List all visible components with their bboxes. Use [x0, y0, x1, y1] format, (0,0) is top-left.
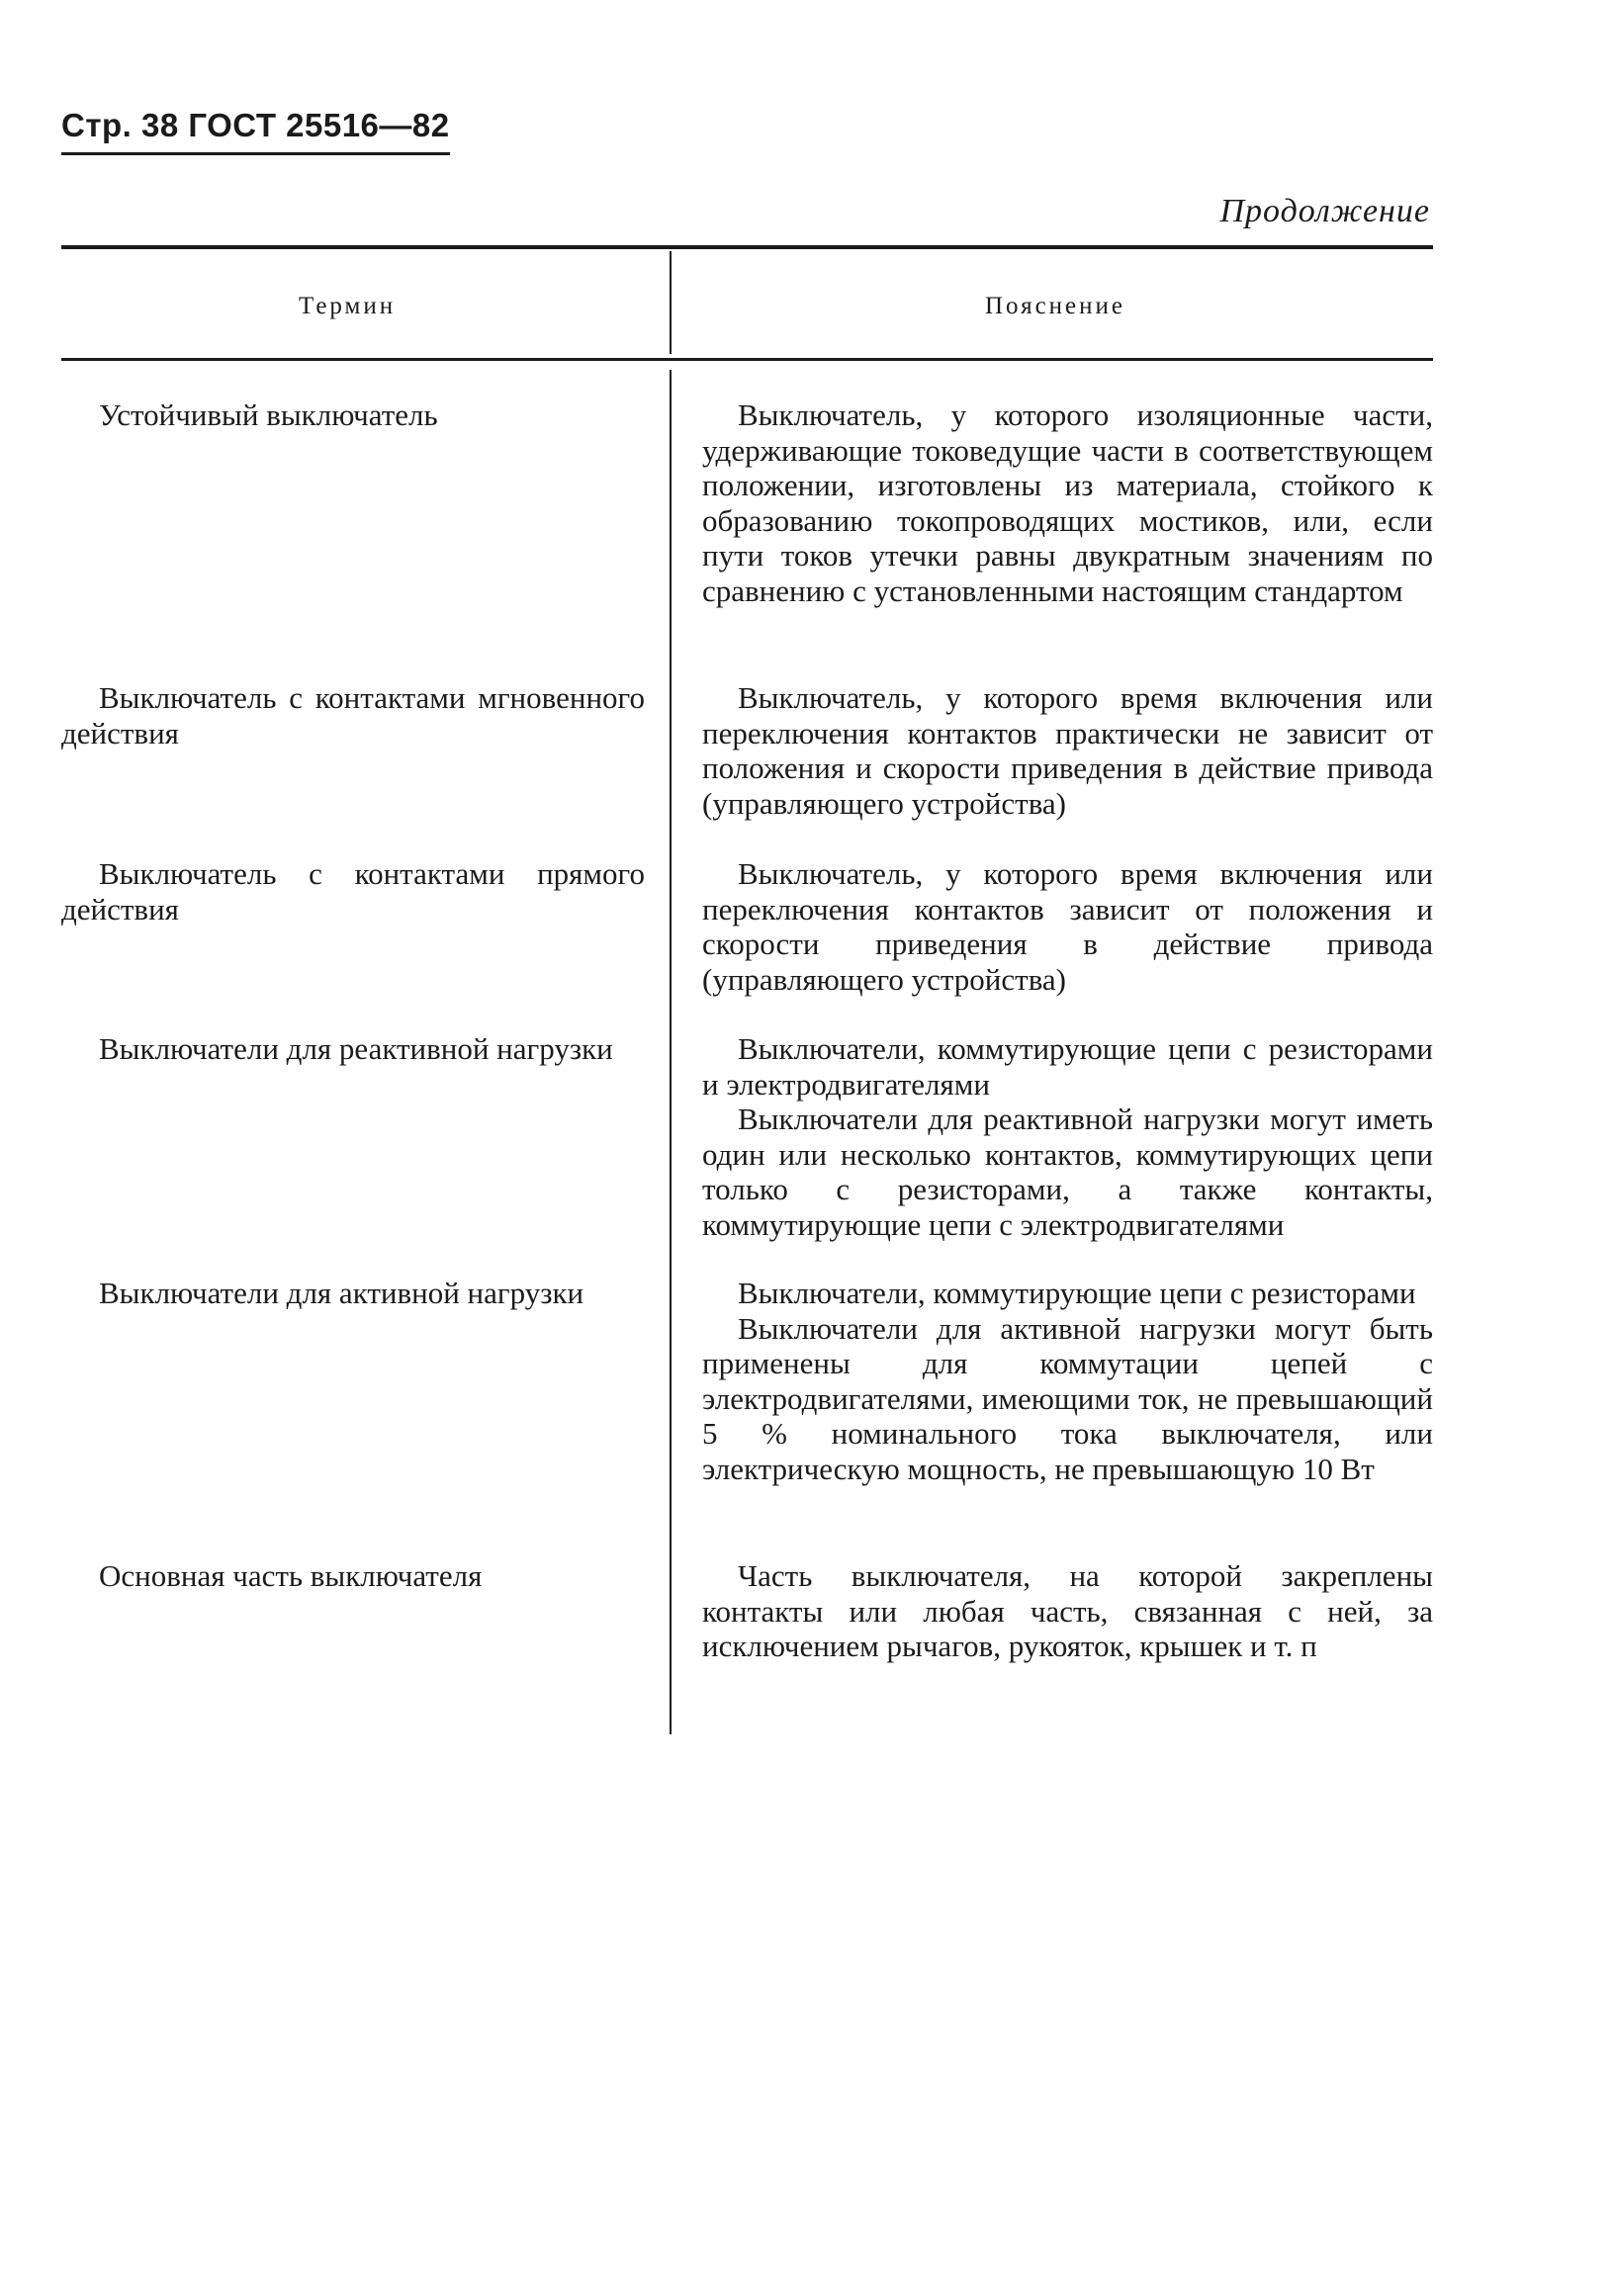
term-cell: Основная часть выключателя: [99, 1558, 483, 1593]
column-header-term: Термин: [299, 293, 397, 319]
explanation-paragraph: Выключатель, у которого время включения или переключения контактов зависит от положения и скорости приведения в действие привода (управляющего устройства): [702, 856, 1433, 997]
explanation-paragraph: Выключатели, коммутирующие цепи с резисторами: [738, 1276, 1416, 1310]
explanation-paragraph: Выключатели, коммутирующие цепи с резисторами и электродвигателями: [702, 1031, 1433, 1102]
explanation-paragraph: Выключатель, у которого время включения или переключения контактов практически не зависит от положения и скорости приведения в действие привода (управляющего устройства): [702, 680, 1433, 821]
page-header: Стр. 38 ГОСТ 25516—82: [61, 107, 450, 155]
explanation-paragraph: Часть выключателя, на которой закреплены контакты или любая часть, связанная с ней, за исключением рычагов, рукояток, крышек и т. п: [702, 1558, 1433, 1664]
term-cell: Выключатель с контактами мгновенного действия: [61, 680, 645, 751]
explanation-cell: [702, 856, 1433, 997]
term-cell: Выключатели для активной нагрузки: [99, 1276, 584, 1310]
explanation-paragraph: Выключатели для реактивной нагрузки могут иметь один или несколько контактов, коммутирующих цепи только с резисторами, а также контакты, коммутирующие цепи с электродвигателями: [702, 1102, 1433, 1242]
table-top-rule: [61, 245, 1433, 249]
column-header-explanation: Пояснение: [985, 293, 1126, 319]
term-cell: Выключатели для реактивной нагрузки: [99, 1031, 613, 1066]
explanation-cell: [702, 680, 1433, 821]
explanation-paragraph: Выключатели для активной нагрузки могут быть применены для коммутации цепей с электродвигателями, имеющими ток, не превышающий 5 % номинального тока выключателя, или электрическую мощность, не превышающую 10 Вт: [702, 1310, 1433, 1486]
explanation-cell: [702, 1558, 1433, 1664]
explanation-cell: [702, 1031, 1433, 1243]
term-cell: Выключатель с контактами прямого действия: [61, 856, 645, 927]
explanation-cell: [702, 397, 1433, 609]
column-divider-body: [670, 370, 672, 1734]
term-cell: Устойчивый выключатель: [99, 397, 438, 432]
table-header-rule: [61, 358, 1433, 361]
column-divider-header: [670, 251, 672, 354]
continuation-label: Продолжение: [1219, 193, 1430, 229]
explanation-cell: [702, 1276, 1433, 1487]
explanation-paragraph: Выключатель, у которого изоляционные части, удерживающие токоведущие части в соответствующем положении, изготовлены из материала, стойкого к образованию токопроводящих мостиков, или, если пути токов утечки равны двукратным значениям по сравнению с установленными настоящим стандартом: [702, 397, 1433, 608]
